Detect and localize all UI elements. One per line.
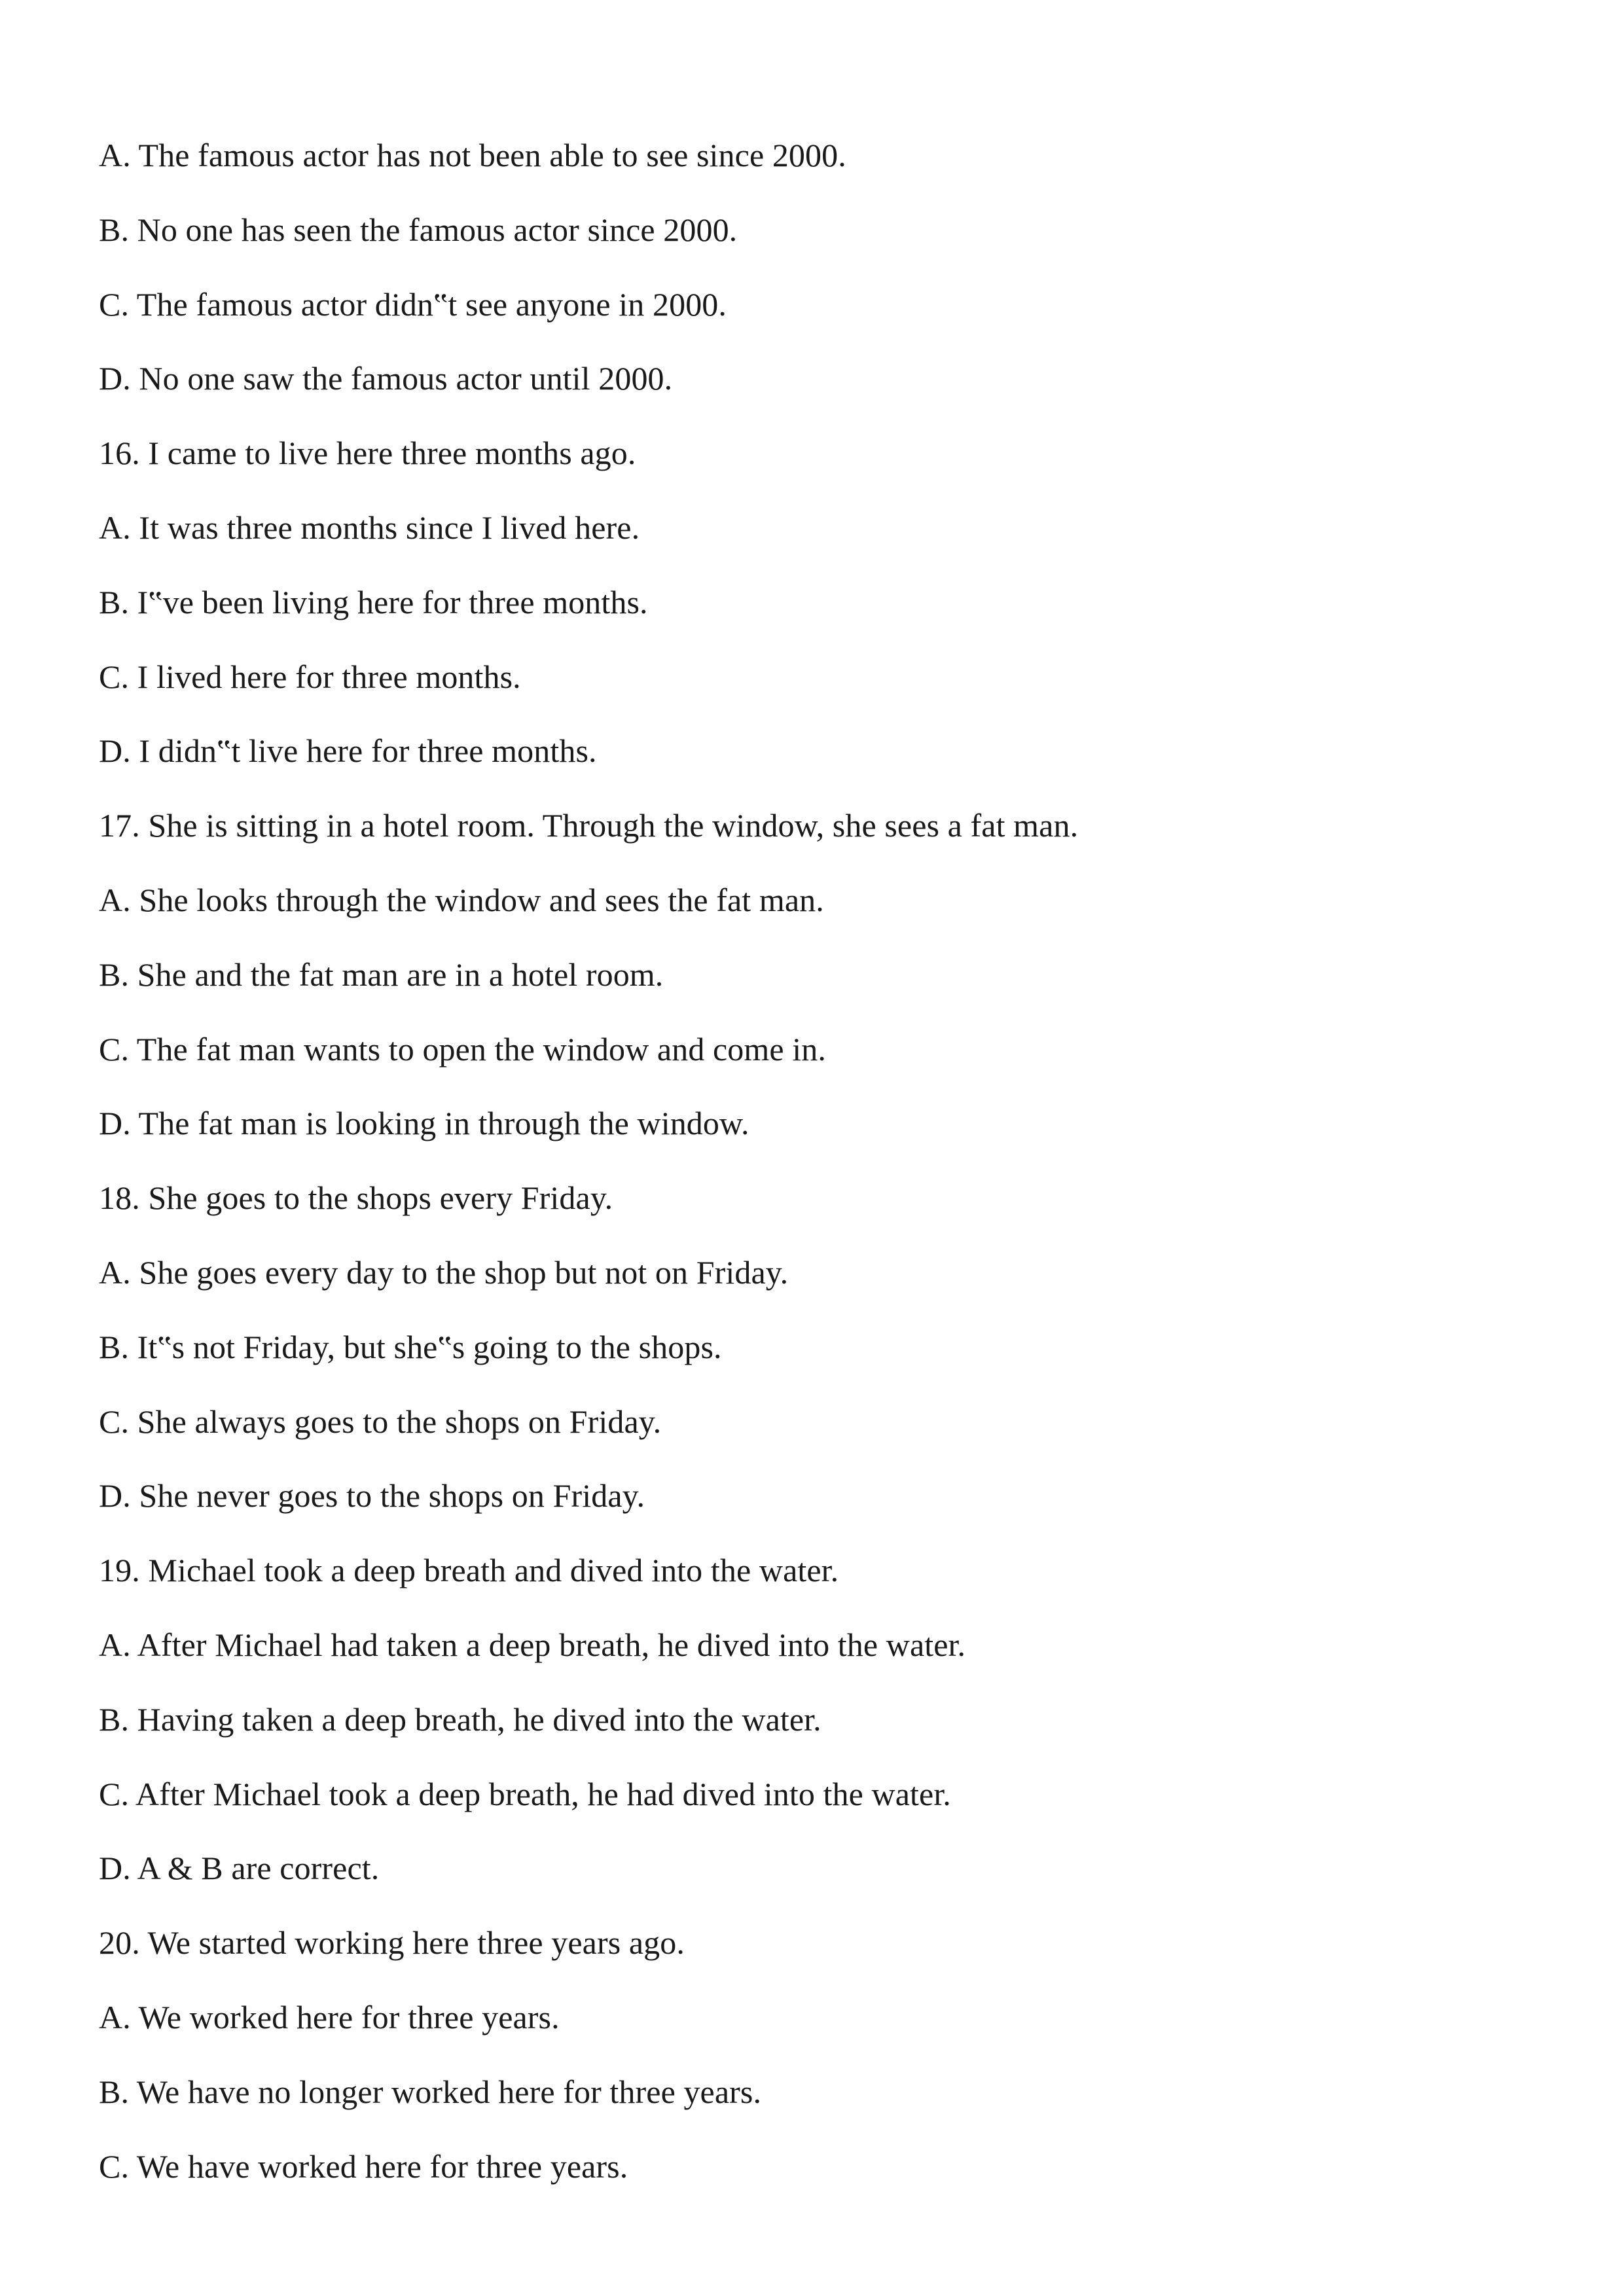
option-line: D. She never goes to the shops on Friday. (99, 1477, 645, 1515)
option-line: C. I lived here for three months. (99, 658, 521, 695)
option-line: B. I‟ve been living here for three months. (99, 583, 648, 620)
option-line: B. No one has seen the famous actor since 2000. (99, 211, 738, 248)
option-line: D. A & B are correct. (99, 1850, 380, 1887)
question-line: 20. We started working here three years ago. (99, 1924, 685, 1962)
option-line: A. She goes every day to the shop but not on Friday. (99, 1253, 789, 1291)
question-line: 17. She is sitting in a hotel room. Through the window, she sees a fat man. (99, 807, 1079, 844)
option-line: A. It was three months since I lived here. (99, 509, 640, 546)
question-list (99, 134, 1539, 2219)
option-line: B. She and the fat man are in a hotel room. (99, 956, 664, 993)
option-line: C. She always goes to the shops on Friday. (99, 1403, 662, 1440)
option-line: D. The fat man is looking in through the window. (99, 1105, 749, 1142)
option-line: C. After Michael took a deep breath, he had dived into the water. (99, 1775, 951, 1812)
question-line: 16. I came to live here three months ago. (99, 435, 636, 472)
question-line: 19. Michael took a deep breath and dived into the water. (99, 1552, 839, 1589)
option-line: B. Having taken a deep breath, he dived into the water. (99, 1700, 821, 1738)
option-line: A. She looks through the window and sees the fat man. (99, 881, 824, 918)
option-line: C. The famous actor didn‟t see anyone in 2000. (99, 285, 727, 323)
option-line: A. We worked here for three years. (99, 1998, 560, 2036)
option-line: C. We have worked here for three years. (99, 2147, 628, 2185)
option-line: A. After Michael had taken a deep breath, he dived into the water. (99, 1626, 966, 1663)
option-line: A. The famous actor has not been able to see since 2000. (99, 137, 846, 173)
option-line: C. The fat man wants to open the window and come in. (99, 1030, 826, 1067)
option-line: B. It‟s not Friday, but she‟s going to the shops. (99, 1328, 722, 1365)
option-line: D. I didn‟t live here for three months. (99, 732, 597, 770)
option-line: D. No one saw the famous actor until 2000. (99, 360, 673, 397)
question-line: 18. She goes to the shops every Friday. (99, 1179, 613, 1217)
option-line: B. We have no longer worked here for three years. (99, 2073, 762, 2110)
